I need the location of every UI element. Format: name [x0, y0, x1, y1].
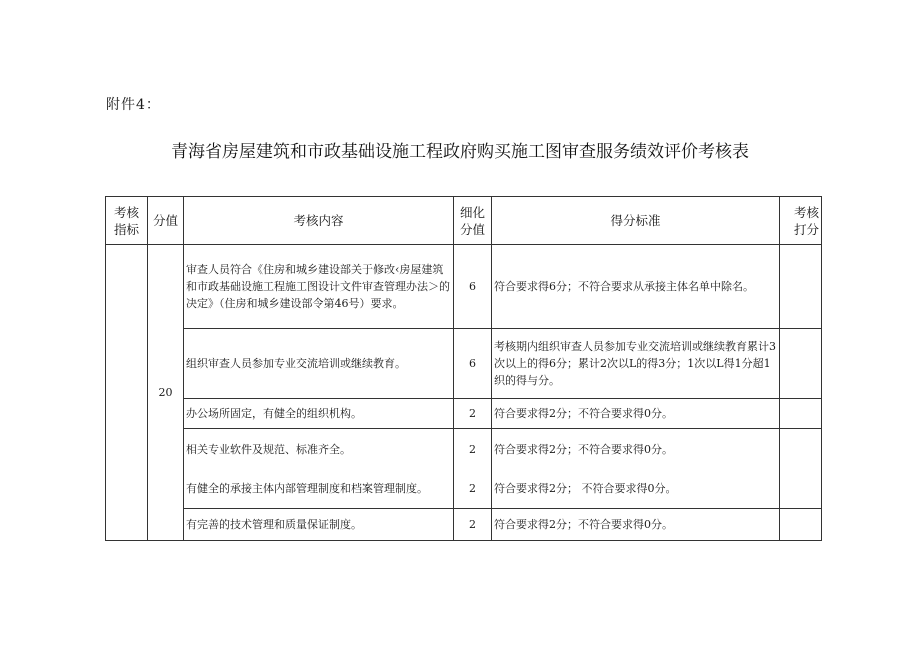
table-row [106, 509, 822, 541]
row-sub-score: 2 [469, 481, 476, 495]
row-mark-cell [780, 399, 822, 429]
row-mark-cell [780, 429, 822, 509]
header-sub-score: 细化分值 [454, 197, 492, 245]
header-score: 分值 [148, 197, 184, 245]
document-title: 青海省房屋建筑和市政基础设施工程政府购买施工图审查服务绩效评价考核表 [171, 142, 749, 162]
row-criteria: 符合要求得2分；不符合要求得0分。 [492, 399, 780, 429]
row-content: 有完善的技术管理和质量保证制度。 [184, 509, 454, 541]
table-row [106, 329, 822, 399]
table-header-row [106, 197, 822, 245]
row-content: 办公场所固定，有健全的组织机构。 [184, 399, 454, 429]
row-sub-score: 2 [454, 399, 492, 429]
group-score: 20 [148, 245, 184, 541]
indicator-cell [106, 245, 148, 541]
row-sub-score: 2 [469, 442, 476, 456]
row-content: 有健全的承接主体内部管理制度和档案管理制度。 [186, 481, 428, 495]
row-criteria: 符合要求得6分；不符合要求从承接主体名单中除名。 [492, 245, 780, 329]
row-sub-score: 2 [454, 509, 492, 541]
row-content: 相关专业软件及规范、标准齐全。 [186, 442, 351, 456]
row-sub-score-merged [454, 429, 492, 509]
row-content: 组织审查人员参加专业交流培训或继续教育。 [184, 329, 454, 399]
row-mark-cell [780, 509, 822, 541]
header-mark: 考核打分 [780, 197, 822, 245]
row-mark-cell [780, 245, 822, 329]
row-mark-cell [780, 329, 822, 399]
row-sub-score: 6 [454, 329, 492, 399]
row-criteria: 符合要求得2分； 不符合要求得0分。 [494, 481, 677, 495]
row-criteria: 符合要求得2分；不符合要求得0分。 [492, 509, 780, 541]
header-indicator: 考核指标 [106, 197, 148, 245]
row-criteria: 符合要求得2分；不符合要求得0分。 [494, 442, 673, 456]
attachment-label: 附件4： [106, 97, 161, 113]
table-row [106, 399, 822, 429]
header-criteria: 得分标准 [492, 197, 780, 245]
table-row [106, 429, 822, 509]
table-row [106, 245, 822, 329]
row-sub-score: 6 [454, 245, 492, 329]
row-criteria: 考核期内组织审查人员参加专业交流培训或继续教育累计3次以上的得6分；累计2次以L的得3分；1次以L得1分超1织的得与分。 [492, 329, 780, 399]
row-criteria-merged [492, 429, 780, 509]
row-content: 审查人员符合《住房和城乡建设部关于修改‹房屋建筑和市政基础设施工程施工图设计文件审查管理办法＞的决定》（住房和城乡建设部令第46号）要求。 [184, 245, 454, 329]
header-content: 考核内容 [184, 197, 454, 245]
row-content-merged [184, 429, 454, 509]
evaluation-table [105, 196, 822, 541]
